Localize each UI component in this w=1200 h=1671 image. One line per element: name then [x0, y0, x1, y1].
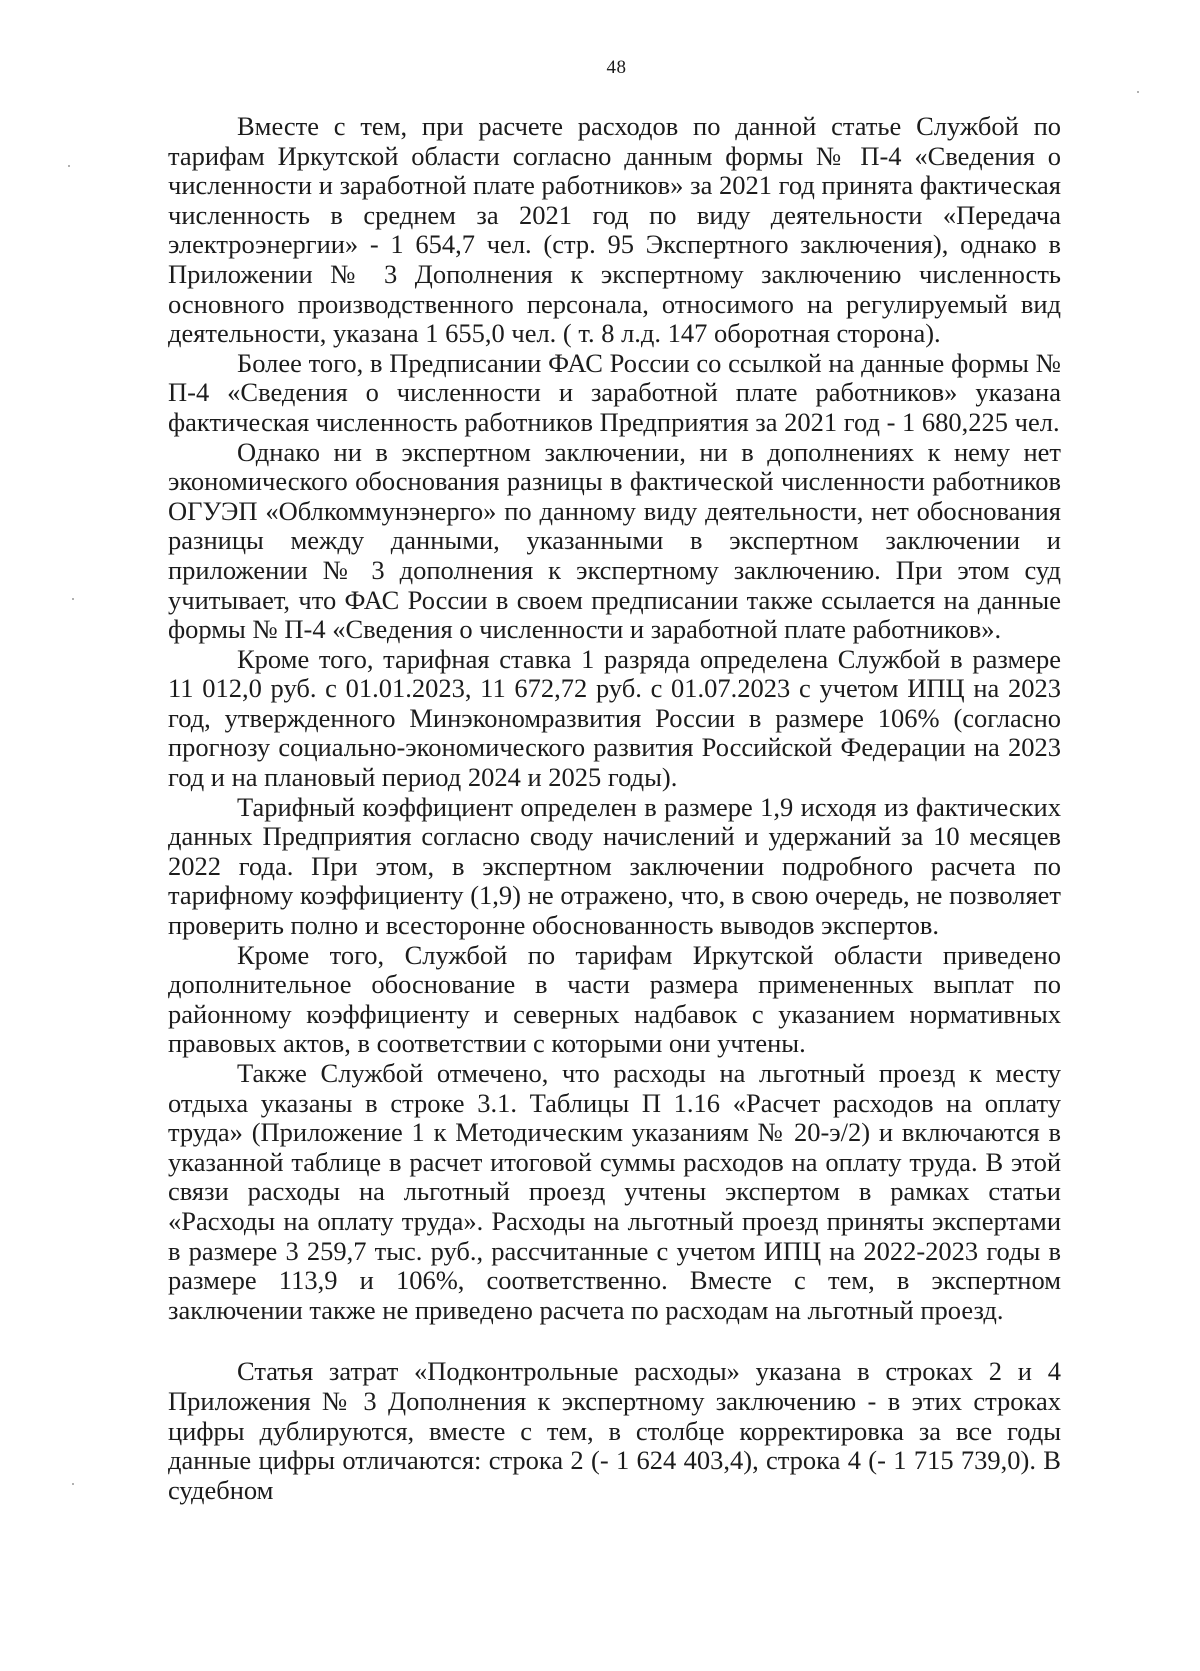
- document-body: [168, 112, 1061, 1505]
- paragraph-no-justification: Однако ни в экспертном заключении, ни в дополнениях к нему нет экономического обоснования разницы в фактической численности работников ОГУЭП «Облкоммунэнерго» по данному виду деятельности, нет обоснования разницы между данными, указанными в экспертном заключении и приложении № 3 дополнения к экспертному заключению. При этом суд учитывает, что ФАС России в своем предписании также ссылается на данные формы № П-4 «Сведения о численности и заработной плате работников».: [168, 436, 1061, 645]
- scan-speck: [1137, 91, 1139, 93]
- scan-speck: [72, 598, 74, 600]
- paragraph-staff-count: Вместе с тем, при расчете расходов по данной статье Службой по тарифам Иркутской области согласно данным формы № П-4 «Сведения о численности и заработной плате работников» за 2021 год принята фактическая численность в среднем за 2021 год по виду деятельности «Передача электроэнергии» - 1 654,7 чел. (стр. 95 Экспертного заключения), однако в Приложении № 3 Дополнения к экспертному заключению численность основного производственного персонала, относимого на регулируемый вид деятельности, указана 1 655,0 чел. ( т. 8 л.д. 147 оборотная сторона).: [168, 111, 1061, 349]
- scan-speck: [72, 1483, 74, 1485]
- paragraph-controlled-expenses: Статья затрат «Подконтрольные расходы» указана в строках 2 и 4 Приложения № 3 Дополнения к экспертному заключению - в этих строках цифры дублируются, вместе с тем, в столбце корректировка за все годы данные цифры отличаются: строка 2 (- 1 624 403,4), строка 4 (- 1 715 739,0). В судебном: [168, 1356, 1061, 1505]
- paragraph-regional-coefficient: Кроме того, Службой по тарифам Иркутской области приведено дополнительное обоснование в части размера примененных выплат по районному коэффициенту и северных надбавок с указанием нормативных правовых актов, в соответствии с которыми они учтены.: [168, 939, 1061, 1059]
- scan-speck: [68, 165, 70, 167]
- paragraph-tariff-coefficient: Тарифный коэффициент определен в размере 1,9 исходя из фактических данных Предприятия согласно своду начислений и удержаний за 10 месяцев 2022 года. При этом, в экспертном заключении подробного расчета по тарифному коэффициенту (1,9) не отражено, что, в свою очередь, не позволяет проверить полно и всесторонне обоснованность выводов экспертов.: [168, 791, 1061, 941]
- page-number: 48: [606, 57, 627, 78]
- paragraph-fas-prescription: Более того, в Предписании ФАС России со ссылкой на данные формы № П-4 «Сведения о численности и заработной плате работников» указана фактическая численность работников Предприятия за 2021 год - 1 680,225 чел.: [168, 347, 1061, 437]
- paragraph-tariff-rate: Кроме того, тарифная ставка 1 разряда определена Службой в размере 11 012,0 руб. с 01.01.2023, 11 672,72 руб. с 01.07.2023 с учетом ИПЦ на 2023 год, утвержденного Минэкономразвития России в размере 106% (согласно прогнозу социально-экономического развития Российской Федерации на 2023 год и на плановый период 2024 и 2025 годы).: [168, 643, 1061, 793]
- paragraph-travel-expenses: Также Службой отмечено, что расходы на льготный проезд к месту отдыха указаны в строке 3.1. Таблицы П 1.16 «Расчет расходов на оплату труда» (Приложение 1 к Методическим указаниям № 20-э/2) и включаются в указанной таблице в расчет итоговой суммы расходов на оплату труда. В этой связи расходы на льготный проезд учтены экспертом в рамках статьи «Расходы на оплату труда». Расходы на льготный проезд приняты экспертами в размере 3 259,7 тыс. руб., рассчитанные с учетом ИПЦ на 2022-2023 годы в размере 113,9 и 106%, соответственно. Вместе с тем, в экспертном заключении также не приведено расчета по расходам на льготный проезд.: [168, 1058, 1061, 1325]
